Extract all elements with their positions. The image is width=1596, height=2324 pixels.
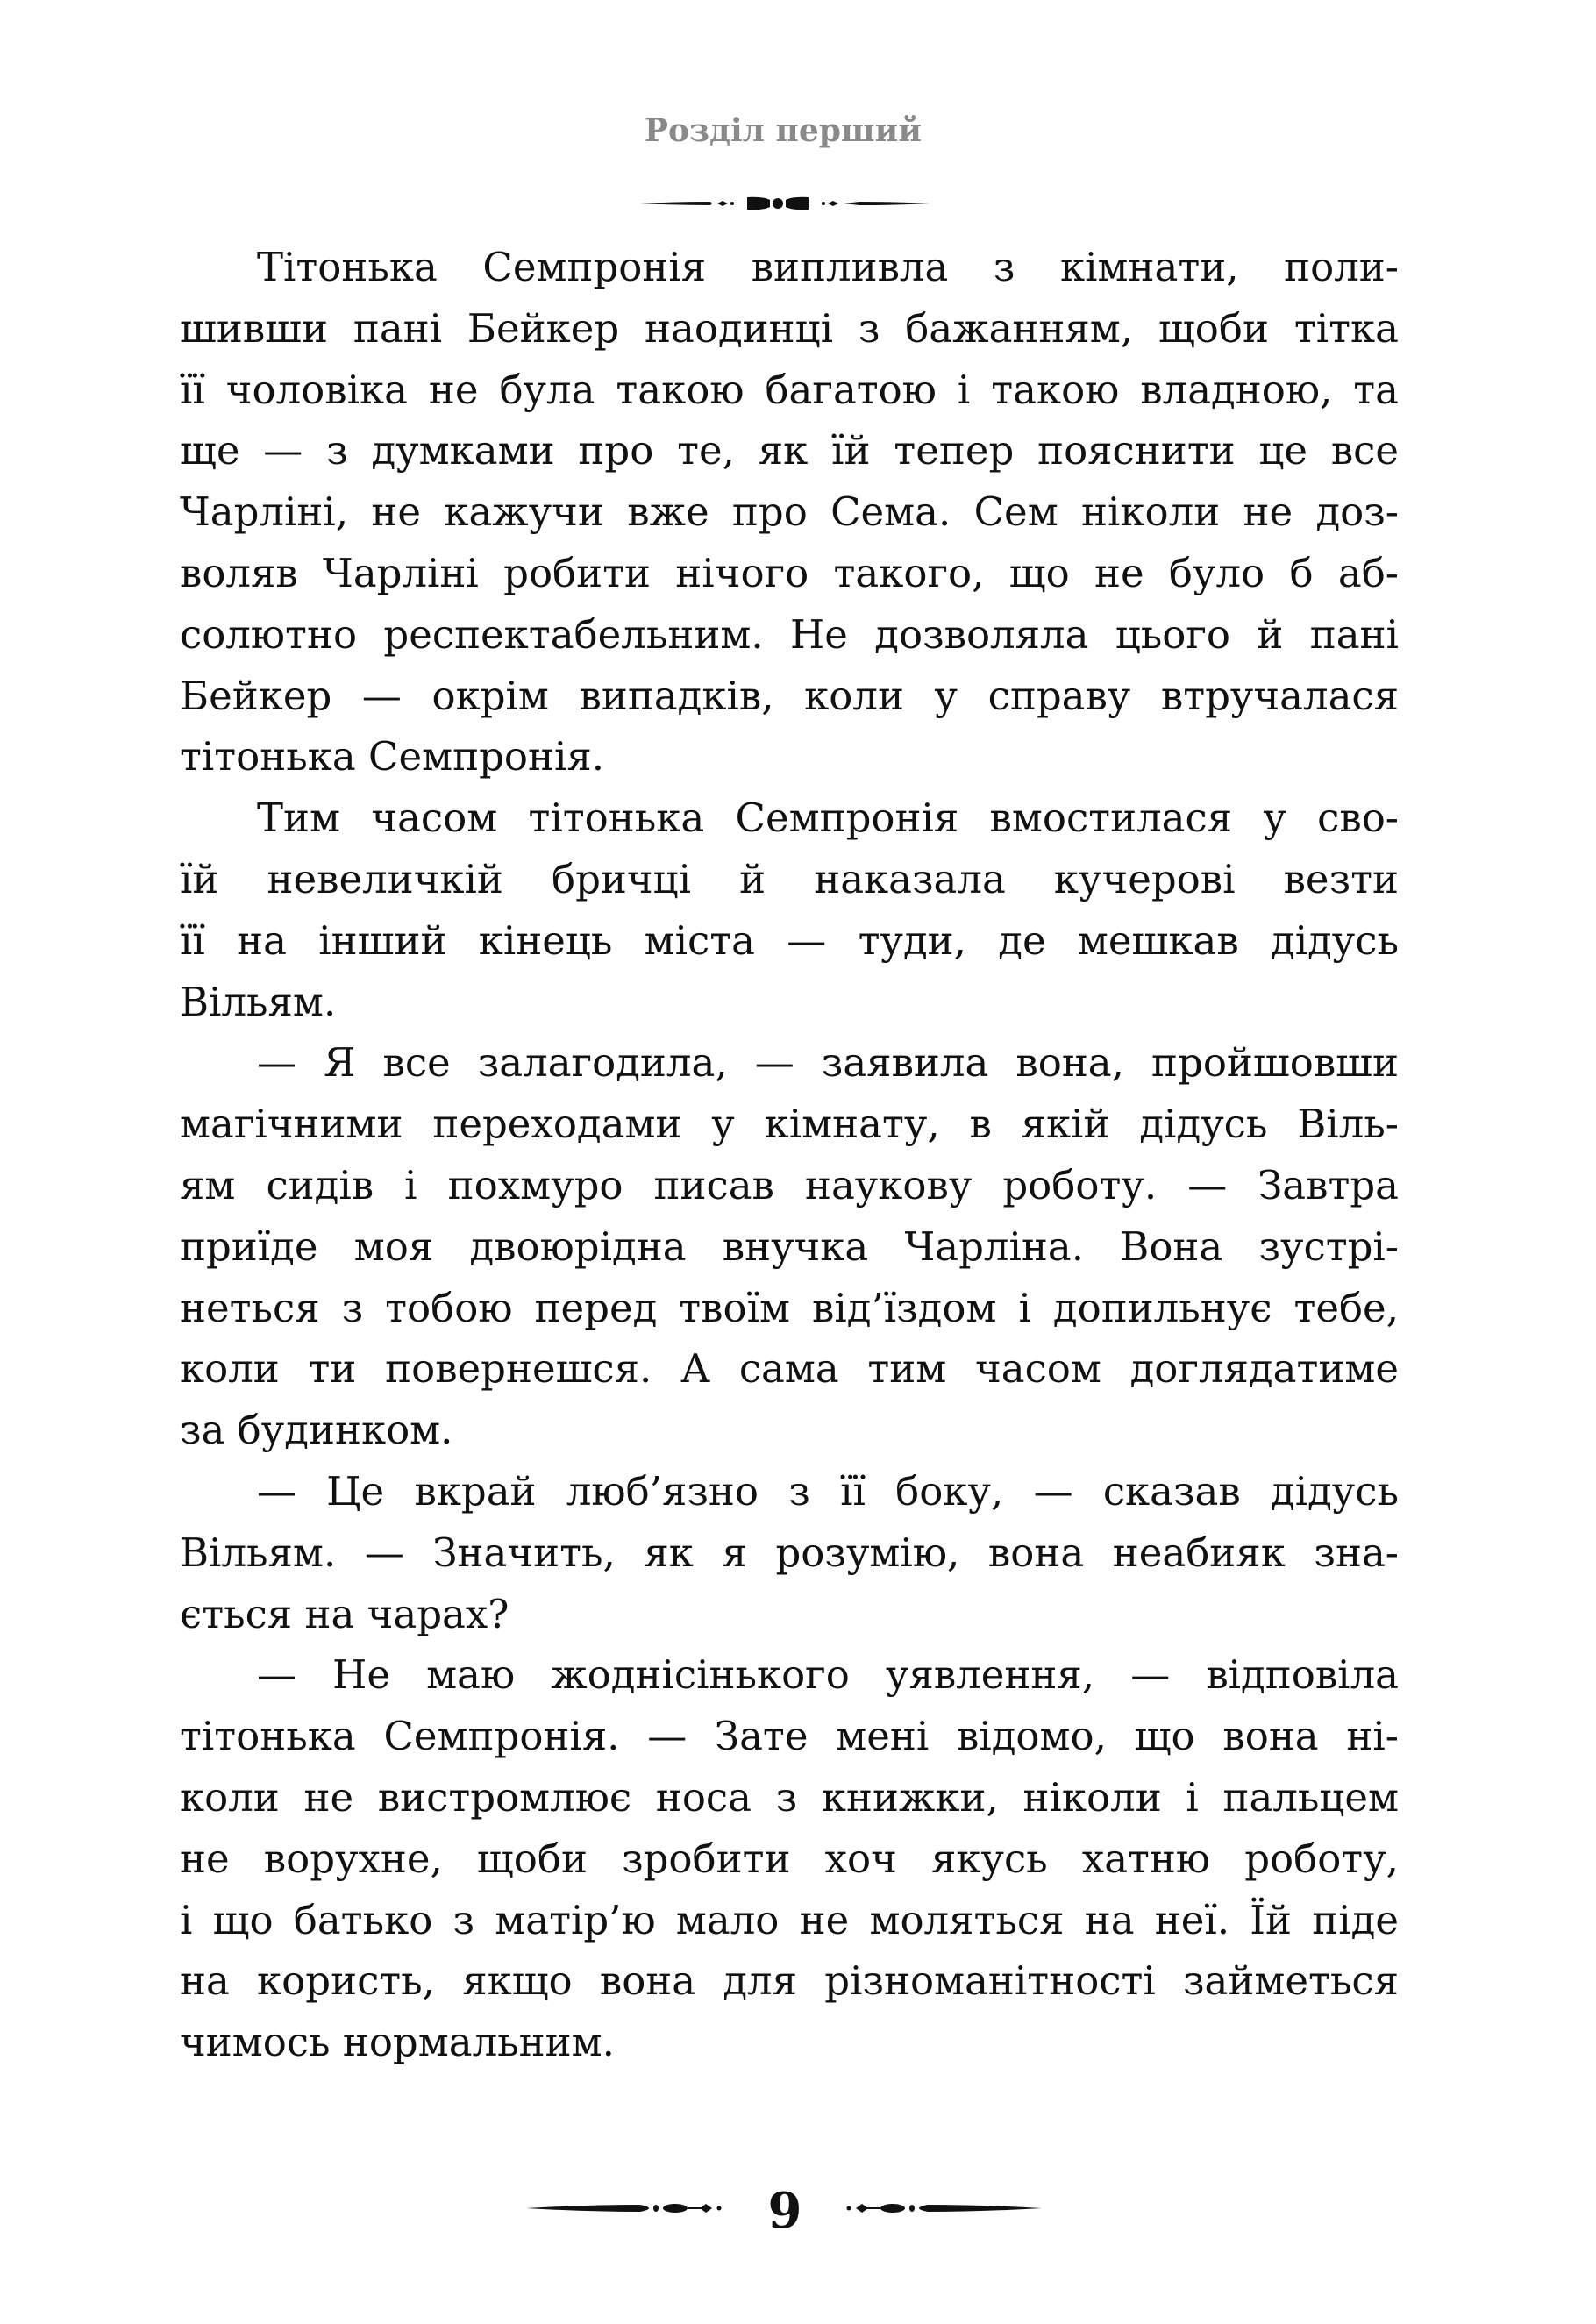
page-number: 9	[767, 2182, 802, 2240]
text-line: тітонька Семпронія. — Зате мені відомо, що вона ні-	[180, 1713, 1399, 1760]
text-line: коли не вистромлює носа з книжки, ніколи і пальцем	[180, 1773, 1399, 1821]
text-line: її чоловіка не була такою багатою і такою владною, та	[180, 366, 1399, 413]
footer-ornament-left-icon	[526, 2198, 728, 2219]
text-line: Тим часом тітонька Семпронія вмостилася у сво-	[257, 795, 1399, 842]
text-line: — Я все залагодила, — заявила вона, пройшовши	[257, 1039, 1399, 1087]
text-line: солютно респектабельним. Не дозволяла цього й пані	[180, 610, 1399, 658]
text-line: ще — з думками про те, як їй тепер пояснити це все	[180, 427, 1399, 474]
text-line: ється на чарах?	[180, 1590, 509, 1637]
text-line: її на інший кінець міста — туди, де мешкав дідусь	[180, 916, 1399, 964]
text-line: і що батько з матір’ю мало не моляться на неї. Їй піде	[180, 1896, 1399, 1943]
body-text	[180, 237, 1399, 2073]
text-line: ям сидів і похмуро писав наукову роботу. — Завтра	[180, 1161, 1399, 1208]
text-line: Вільям. — Значить, як я розумію, вона неабияк зна-	[180, 1529, 1399, 1576]
chapter-title: Розділ перший	[644, 112, 923, 149]
text-line: — Це вкрай люб’язно з її боку, — сказав дідусь	[257, 1467, 1399, 1515]
text-line: на користь, якщо вона для різноманітності займеться	[180, 1957, 1399, 2005]
text-line: приїде моя двоюрідна внучка Чарліна. Вона зустрі-	[180, 1223, 1399, 1270]
text-line: Чарліні, не кажучи вже про Сема. Сем ніколи не доз-	[180, 488, 1399, 536]
text-line: неться з тобою перед твоїм від’їздом і допильнує тебе,	[180, 1284, 1399, 1331]
text-line: не ворухне, щоби зробити хоч якусь хатню роботу,	[180, 1835, 1399, 1882]
text-line: воляв Чарліні робити нічого такого, що не було б аб-	[180, 549, 1399, 596]
header-ornament-icon	[640, 193, 930, 214]
text-line: за будинком.	[180, 1407, 453, 1454]
text-line: Вільям.	[180, 978, 337, 1025]
text-line: чимось нормальним.	[180, 2019, 615, 2066]
text-line: — Не маю жоднісінького уявлення, — відповіла	[257, 1651, 1399, 1699]
text-line: шивши пані Бейкер наодинці з бажанням, щоби тітка	[180, 304, 1399, 352]
text-line: коли ти повернешся. А сама тим часом доглядатиме	[180, 1345, 1399, 1393]
text-line: Тітонька Семпронія випливла з кімнати, поли-	[257, 244, 1399, 290]
text-line: їй невеличкій бричці й наказала кучерові везти	[180, 855, 1399, 902]
footer-ornament-right-icon	[840, 2198, 1042, 2219]
text-line: Бейкер — окрім випадків, коли у справу втручалася	[180, 672, 1399, 719]
text-line: магічними переходами у кімнату, в якій дідусь Віль-	[180, 1101, 1399, 1148]
text-line: тітонька Семпронія.	[180, 733, 605, 781]
